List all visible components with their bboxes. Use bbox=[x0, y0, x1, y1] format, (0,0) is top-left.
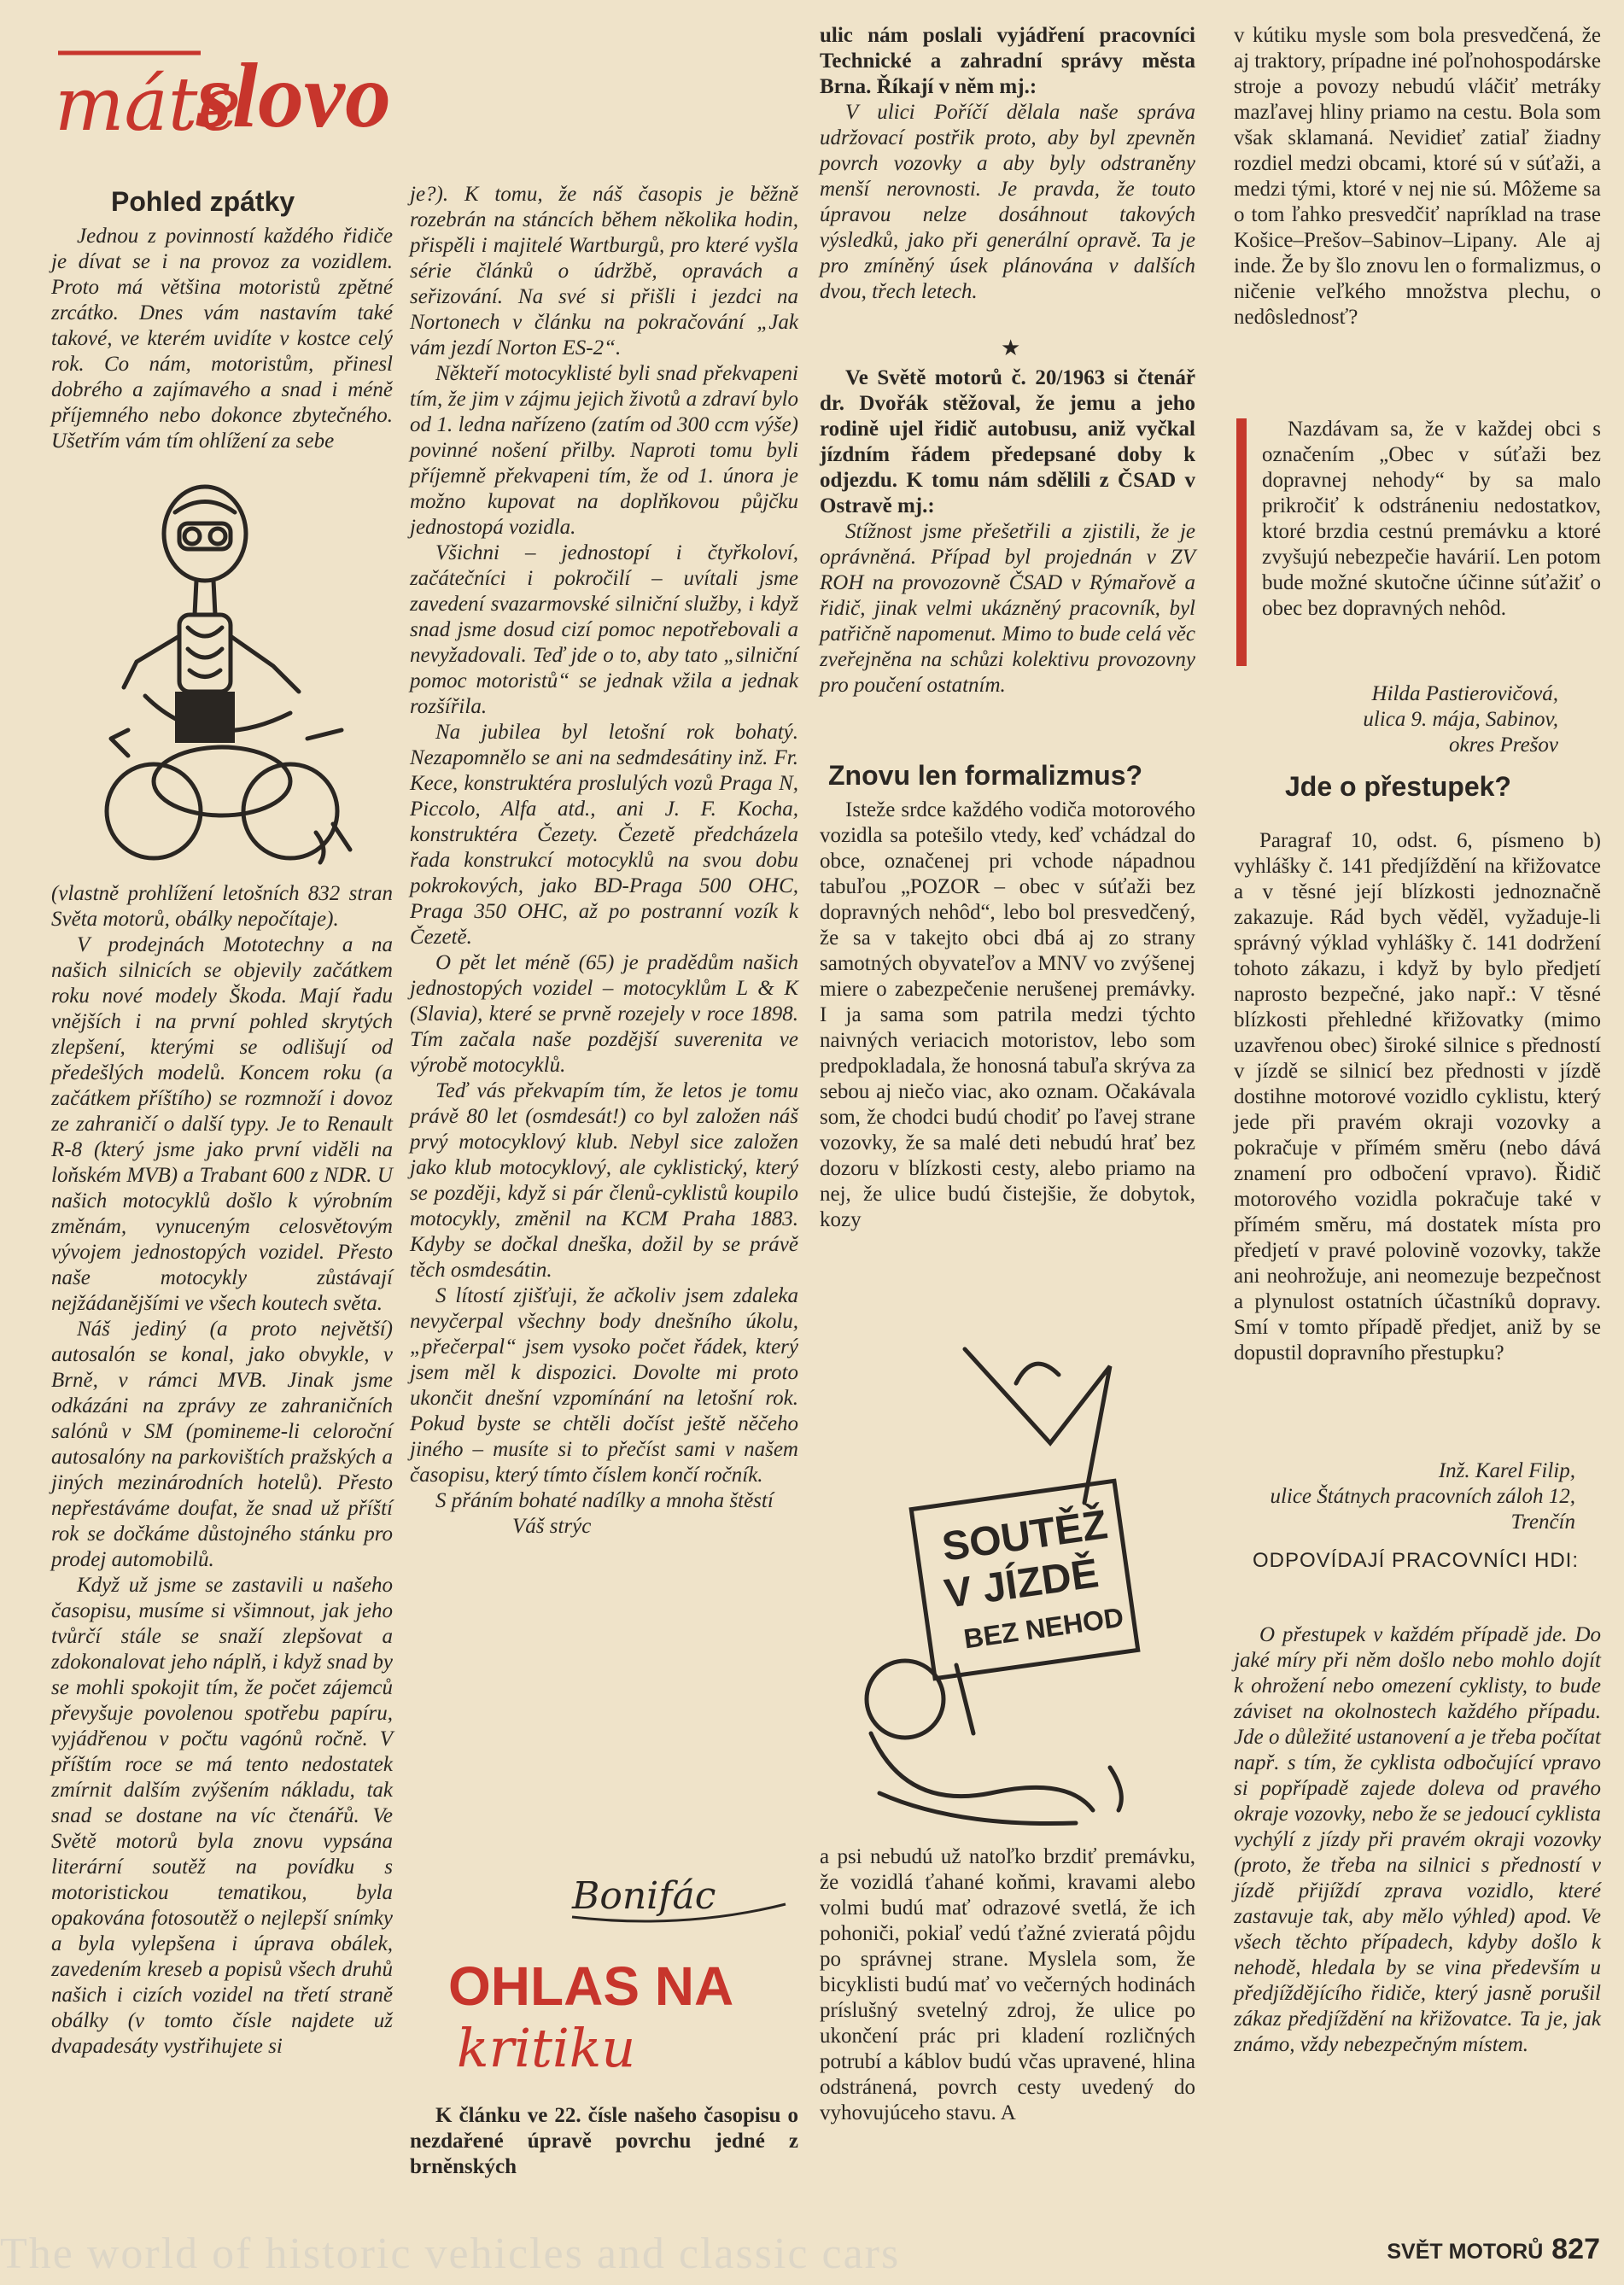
paragraph: V ulici Poříčí dělala naše správa udržovací postřik proto, aby byl zpevněn povrch vozovky a aby byly odstraněny menší nerovnosti. Je pravda, že touto úpravou nelze dosáhnout takových výsledků, jako při generální opravě. Ta je pro zmíněný úsek plánována v dalších dvou, třech letech. bbox=[820, 101, 1195, 303]
ohlas-subtitle: kritiku bbox=[457, 2017, 636, 2079]
signature-line: Inž. Karel Filip, bbox=[1438, 1459, 1575, 1482]
column-3-mid bbox=[820, 365, 1195, 698]
column-2 bbox=[410, 182, 798, 1540]
page-footer bbox=[1387, 2233, 1600, 2266]
paragraph: Náš jediný (a proto největší) autosalón se konal, jako obvykle, v Brně, v rámci MVB. Jinak jsme odkázáni na zprávy ze zahraničních salónů v SM (pomineme-li celoroční autosalóny na parkovištích pražských a jiných mezinárodních hotelů). Přesto nepřestáváme doufat, že snad už příští rok se dočkáme důstojného stánku pro prodej automobilů. bbox=[51, 1318, 393, 1571]
column-3-top bbox=[820, 23, 1195, 305]
paragraph: Teď vás překvapím tím, že letos je tomu právě 80 let (osmdesát!) co byl založen náš prvý motocyklový klub. Nebyl sice založen jako klub motocyklový, ale cyklistický, který se později, když si pár členů-cyklistů koupilo motocykly, změnil na KCM Praha 1883. Kdyby se dočkal dneška, dožil by se právě těch osmdesátin. bbox=[410, 1079, 798, 1282]
column-4-quote bbox=[1262, 417, 1601, 622]
motorcyclist-cartoon-illustration bbox=[94, 474, 376, 875]
paragraph: (vlastně prohlížení letošních 832 stran Světa motorů, obálky nepočítaje). bbox=[51, 882, 393, 931]
red-accent-bar bbox=[1236, 418, 1247, 666]
paragraph: O přestupek v každém případě jde. Do jaké míry při něm došlo nebo mohlo dojít k ohrožení nebo omezení cyklisty, to bude záviset na okolnostech každého případu. Jde o důležité ustanovení a je třeba počítat např. s tím, že cyklista odbočující vpravo si popřípadě zajede doleva od pravého okraje vozovky, nebo že se jedoucí cyklista vychýlí z jízdy při pravém okraji vozovky (proto, že třeba na silnici s předností v jízdě přijíždí zprava vozidlo, které zastavuje tak, aby mělo výhled) apod. Ve všech těchto případech, kdyby došlo k nehodě, hledala by se vina především u předjíždějícího řidiče, který jasně porušil zákaz předjíždění na křižovatce. Ta je, jak známo, vždy nebezpečným místem. bbox=[1234, 1623, 1601, 2056]
paragraph: a psi nebudú už natoľko brzdiť premávku, že vozidlá ťahané koňmi, kravami alebo volmi budú mať odrazové svetlá, že ich pohoniči, pokiaľ vedú ťažné zvieratá pôjdu po správnej strane. Myslela som, že bicyklisti budú mať vo večerných hodinách príslušný svetelný zdroj, že ulice po ukončení prác pri kladení rozličných potrubí a káblov budú včas upravené, hlina odstránená, povrch cesty uvedený do vyhovujúceho stavu. A bbox=[820, 1845, 1195, 2124]
closing-line: Váš strýc bbox=[512, 1515, 592, 1538]
article-heading-pohled-zpatky: Pohled zpátky bbox=[111, 186, 295, 217]
paragraph: Když už jsme se zastavili u našeho časopisu, musíme si všimnout, jak jeho tvůrčí stále se snaží zlepšovat a zdokonalovat jeho náplň, i když snad by se mohli spokojit tím, že počet zájemců převyšuje povolenou spotřebu papíru, vyjádřenou v počtu vagónů ročně. V příštím roce se má tento nedostatek zmírnit dalším zvýšením nákladu, tak snad se dostane na víc čtenářů. Ve Světě motorů byla znovu vypsána literární soutěž na povídku s motoristickou tematikou, byla opakována fotosoutěž o nejlepší snímky a byla vylepšena i úprava obálek, zavedením kreseb a popisů všech druhů našich i cizích vozidel na třetí straně obálky (v tomto čísle najdete už dvapadesáty vystřihujete si bbox=[51, 1574, 393, 2058]
paragraph: Jednou z povinností každého řidiče je dívat se i na provoz za vozidlem. Proto má většina motoristů zpětné zrcátko. Dnes vám nastavím také takové, ve kterém uvidíte v kostce celý rok. Co nám, motoristům, přinesl dobrého a zajímavého a snad i méně příjemného nebo dokonce zbytečného. Ušetřím vám tím ohlížení za sebe bbox=[51, 225, 393, 453]
column-3-article bbox=[820, 798, 1195, 1233]
column-4-top bbox=[1234, 23, 1601, 330]
paragraph: ulic nám poslali vyjádření pracovníci Technické a zahradní správy města Brna. Říkají v něm mj.: bbox=[820, 24, 1195, 98]
column-4-article bbox=[1234, 828, 1601, 1366]
paragraph: S lítostí zjišťuji, že ačkoliv jsem zdaleka nevyčerpal všechny body dnešního úkolu, „přečerpal“ jsem vysoko počet řádek, který jsem měl k dispozici. Dovolte mi proto ukončit dnešní vzpomínání na letošní rok. Pokud byste se chtěli dočíst ještě něčeho jiného – musíte si to přečíst sami v našem časopisu, který tímto číslem končí ročník. bbox=[410, 1284, 798, 1487]
page-number: 827 bbox=[1551, 2233, 1600, 2265]
paragraph: Isteže srdce každého vodiča motorového vozidla sa potešilo vtedy, keď vchádzal do obce, označenej pri vchode nápadnou tabuľou „POZOR – obec v súťaži bez dopravných nehôd“, lebo bol presvedčený, že sa v takejto obci dbá aj zo strany samotných obyvateľov a MNV vo zvýšenej miere o zabezpečenie nerušenej premávky. I ja sama som patrila medzi týchto naivných veriacich motoristov, lebo som predpokladala, že honosná tabuľa skrýva za sebou aj niečo viac, ako oznam. Očakávala som, že chodci budú chodiť po ľavej strane vozovky, že sa malé deti nebudú hrať bez dozoru v blízkosti cesty, alebo priamo na nej, že ulice budú čistejšie, že dobytok, kozy bbox=[820, 798, 1195, 1231]
signature-line: Hilda Pastierovičová, bbox=[1371, 682, 1558, 705]
paragraph: Na jubilea byl letošní rok bohatý. Nezapomnělo se ani na sedmdesátiny inž. Fr. Kece, konstruktéra proslulých vozů Praga N, Piccolo, Alfa atd., ani J. F. Kocha, konstruktéra Čezety. Čezetě předcházela řada konstrukcí motocyklů na svou dobu pokrokových, jako BD-Praga 500 OHC, Praga 350 OHC, až po postranní vozík k Čezetě. bbox=[410, 721, 798, 949]
paragraph: V prodejnách Mototechny a na našich silnicích se objevily začátkem roku nové modely Škoda. Mají řadu vnějších i na první pohled skrytých zlepšení, kterými se odlišují od předešlých modelů. Koncem roku (a začátkem příštího) se rozmnoží i dovoz ze zahraničí o další typy. Je to Renault R-8 (který jsme jako první viděli na loňském MVB) a Trabant 600 z NDR. U našich motocyklů došlo k výrobním změnám, vynuceným celosvětovým vývojem jednostopých vozidel. Přesto naše motocykly zůstávají nejžádanějšími ve všech koutech světa. bbox=[51, 933, 393, 1315]
paragraph: v kútiku mysle som bola presvedčená, že aj traktory, prípadne iné poľnohospodárske stroje a povozy nebudú vláčiť metráky mazľavej hliny priamo na cestu. Bola som však sklamaná. Nevidieť zatiaľ žiadny rozdiel medzi obcami, ktoré sú v súťaži, a medzi tými, ktoré v nej nie sú. Môžeme sa o tom ľahko presvedčiť napríklad na trase Košice–Prešov–Sabinov–Lipany. Ale aj inde. Že by šlo znovu len o formalizmus, o ničenie veľkého množstva plechu, o nedôslednosť? bbox=[1234, 24, 1601, 329]
competition-sign-cartoon-illustration bbox=[854, 1332, 1195, 1827]
star-separator: ★ bbox=[1001, 336, 1021, 360]
column-2-bottom bbox=[410, 2103, 798, 2180]
paragraph: Nazdávam sa, že v každej obci s označením „Obec v súťaži bez dopravnej nehody“ by sa malo prikročiť k odstráneniu nedostatkov, ktoré brzdia cestnú premávku a ktoré zvyšujú nebezpečie havárií. Len potom bude možné skutočne účinne súťažiť o obec bez dopravných nehôd. bbox=[1262, 418, 1601, 620]
column-1-bottom bbox=[51, 881, 393, 2060]
signature-bonifac bbox=[564, 1861, 794, 1930]
paragraph: Ve Světě motorů č. 20/1963 si čtenář dr. Dvořák stěžoval, že jemu a jeho rodině ujel řidič autobusu, aniž vyčkal jízdním řádem předepsané doby k odjezdu. K tomu nám sdělili z ČSAD v Ostravě mj.: bbox=[820, 366, 1195, 517]
masthead-word-slovo: slovo bbox=[196, 45, 391, 147]
magazine-name: SVĚT MOTORŮ bbox=[1387, 2240, 1544, 2264]
masthead-word-mate: máte bbox=[55, 62, 242, 148]
sign-text-3: BEZ NEHOD bbox=[961, 1601, 1126, 1655]
article-heading-znovu-len-formalizmus: Znovu len formalizmus? bbox=[828, 760, 1143, 791]
paragraph: O pět let méně (65) je pradědům našich jednostopých vozidel – motocyklům L & K (Slavia), které se prvně rozejely v roce 1898. Tím začala naše pozdější suverenita ve výrobě motocyklů. bbox=[410, 951, 798, 1077]
article-heading-jde-o-prestupek: Jde o přestupek? bbox=[1285, 771, 1511, 802]
paragraph: S přáním bohaté nadílky a mnoha štěstí bbox=[435, 1489, 774, 1512]
sign-text-1: SOUTĚŽ bbox=[939, 1502, 1111, 1570]
sign-text-2: V JÍZDĚ bbox=[941, 1551, 1101, 1617]
watermark-text: The world of historic vehicles and classic cars bbox=[0, 2229, 901, 2278]
signature-line: ulice Štátnych pracovních záloh 12, Trenčín bbox=[1270, 1485, 1575, 1534]
column-4-answer bbox=[1234, 1622, 1601, 2058]
masthead-logo bbox=[51, 17, 401, 179]
paragraph: je?). K tomu, že náš časopis je běžně rozebrán na stáncích během několika hodin, přispěli i majitelé Wartburgů, pro které vyšla série článků o údržbě, opravách a seřizování. Na své si přišli i jezdci na Nortonech v článku na pokračování „Jak vám jezdí Norton ES-2“. bbox=[410, 183, 798, 359]
ohlas-na-kritiku-logo bbox=[431, 1938, 790, 2083]
answer-heading: ODPOVÍDAJÍ PRACOVNÍCI HDI: bbox=[1252, 1549, 1580, 1572]
letter-signature-hilda bbox=[1234, 681, 1558, 758]
signature-line: okres Prešov bbox=[1449, 733, 1558, 757]
paragraph: Všichni – jednostopí i čtyřkoloví, začátečníci i pokročilí – uvítali jsme zavedení svazarmovské silniční služby, i když snad jsme dosud cizí pomoc nepotřebovali a nevyžadovali. Teď jde o to, aby tato „silniční pomoc motoristů“ se jednak vžila a jednak rozšířila. bbox=[410, 541, 798, 718]
letter-signature-filip bbox=[1234, 1458, 1575, 1535]
paragraph: Stížnost jsme přešetřili a zjistili, že je oprávněná. Případ byl projednán v ZV ROH na provozovně ČSAD v Rýmařově a řidič, jinak velmi ukázněný pracovník, byl patřičně napomenut. Mimo to bude celá věc zveřejněna na schůzi kolektivu provozovny pro poučení ostatním. bbox=[820, 520, 1195, 697]
column-3-bottom bbox=[820, 1844, 1195, 2126]
paragraph: K článku ve 22. čísle našeho časopisu o nezdařené úpravě povrchu jedné z brněnských bbox=[410, 2104, 798, 2178]
paragraph: Někteří motocyklisté byli snad překvapeni tím, že jim v zájmu jejich životů a zdraví bylo od 1. ledna nařízeno (zatím od 300 ccm výše) povinné nošení přilby. Naproti tomu byli příjemně překvapeni tím, že od 1. února je možno kupovat na doplňkovou půjčku jednostopá vozidla. bbox=[410, 362, 798, 539]
signature-line: ulica 9. mája, Sabinov, bbox=[1363, 708, 1558, 731]
paragraph: Paragraf 10, odst. 6, písmeno b) vyhlášky č. 141 předjíždění na křižovatce a v těsné její blízkosti jednoznačně zakazuje. Rád bych věděl, vyžaduje-li správný výklad vyhlášky č. 141 dodržení tohoto zákazu, i když by bylo předjetí naprosto bezpečné, jako např.: V těsné blízkosti přehledné křižovatky (mimo uzavřenou obec) široké silnice s předností v jízdě se silnicí bez přednosti v jízdě dostihne motorové vozidlo cyklistu, který jede při pravém okraji vozovky a pokračuje v přímém směru (nebo dává znamení pro odbočení vpravo). Řidič motorového vozidla pokračuje také v přímém směru, má dostatek místa pro předjetí v pravé polovině vozovky, takže ani neohrožuje, ani neomezuje bezpečnost a plynulost ostatních účastníků dopravy. Smí v tomto případě předjet, aniž by se dopustil dopravního přestupku? bbox=[1234, 829, 1601, 1365]
ohlas-title: OHLAS NA bbox=[448, 1955, 734, 2017]
column-1-top bbox=[51, 224, 393, 454]
svg-text:Bonifác: Bonifác bbox=[572, 1874, 716, 1918]
